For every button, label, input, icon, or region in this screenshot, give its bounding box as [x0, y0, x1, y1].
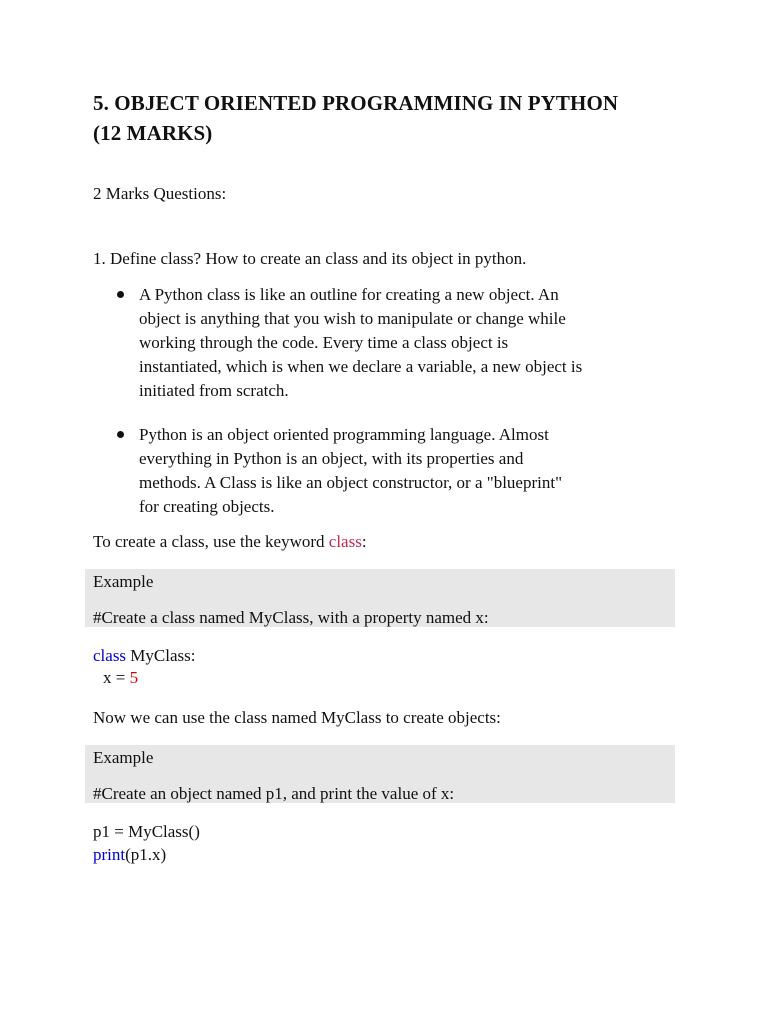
create-class-prefix: To create a class, use the keyword — [93, 532, 329, 551]
marks-subheading: 2 Marks Questions: — [93, 184, 227, 203]
bullet-1-line: initiated from scratch. — [139, 381, 289, 400]
code-1-line-2 — [103, 666, 138, 690]
bullet-item-2 — [139, 423, 687, 519]
section-heading-line-1: 5. OBJECT ORIENTED PROGRAMMING IN PYTHON — [93, 91, 619, 115]
bullet-1-line: working through the code. Every time a class object is — [139, 333, 509, 352]
create-class-text — [93, 530, 367, 554]
bullet-1-line: object is anything that you wish to manipulate or change while — [139, 309, 566, 328]
create-class-suffix: : — [361, 532, 367, 551]
bullet-2-line: everything in Python is an object, with its properties and — [139, 449, 524, 468]
class-keyword: class — [328, 532, 362, 551]
bullet-2-line: Python is an object oriented programming language. Almost — [139, 425, 549, 444]
section-heading-line-2: (12 MARKS) — [93, 121, 213, 145]
bullet-2-line: for creating objects. — [139, 497, 275, 516]
code-assign: x = — [103, 668, 130, 687]
code-print-args: (p1.x) — [125, 845, 167, 864]
section-heading — [93, 88, 693, 148]
bullet-2-line: methods. A Class is like an object constructor, or a "blueprint" — [139, 473, 563, 492]
code-1-line-1 — [93, 644, 195, 668]
bullet-icon — [117, 431, 124, 438]
bullet-1-line: instantiated, which is when we declare a variable, a new object is — [139, 357, 583, 376]
code-value: 5 — [129, 668, 139, 687]
example-1-comment: #Create a class named MyClass, with a property named x: — [93, 608, 489, 627]
bullet-1-line: A Python class is like an outline for creating a new object. An — [139, 285, 559, 304]
code-class-keyword: class — [93, 646, 127, 665]
example-2-label: Example — [93, 748, 154, 767]
code-2-line-1: p1 = MyClass() — [93, 822, 200, 841]
bullet-item-1 — [139, 283, 687, 403]
code-class-name: MyClass: — [126, 646, 196, 665]
question-text: 1. Define class? How to create an class and its object in python. — [93, 249, 527, 268]
code-2-line-2 — [93, 843, 166, 867]
bullet-icon — [117, 291, 124, 298]
code-print-func: print — [93, 845, 126, 864]
now-text: Now we can use the class named MyClass to create objects: — [93, 708, 501, 727]
example-2-comment: #Create an object named p1, and print the value of x: — [93, 784, 455, 803]
example-1-label: Example — [93, 572, 154, 591]
